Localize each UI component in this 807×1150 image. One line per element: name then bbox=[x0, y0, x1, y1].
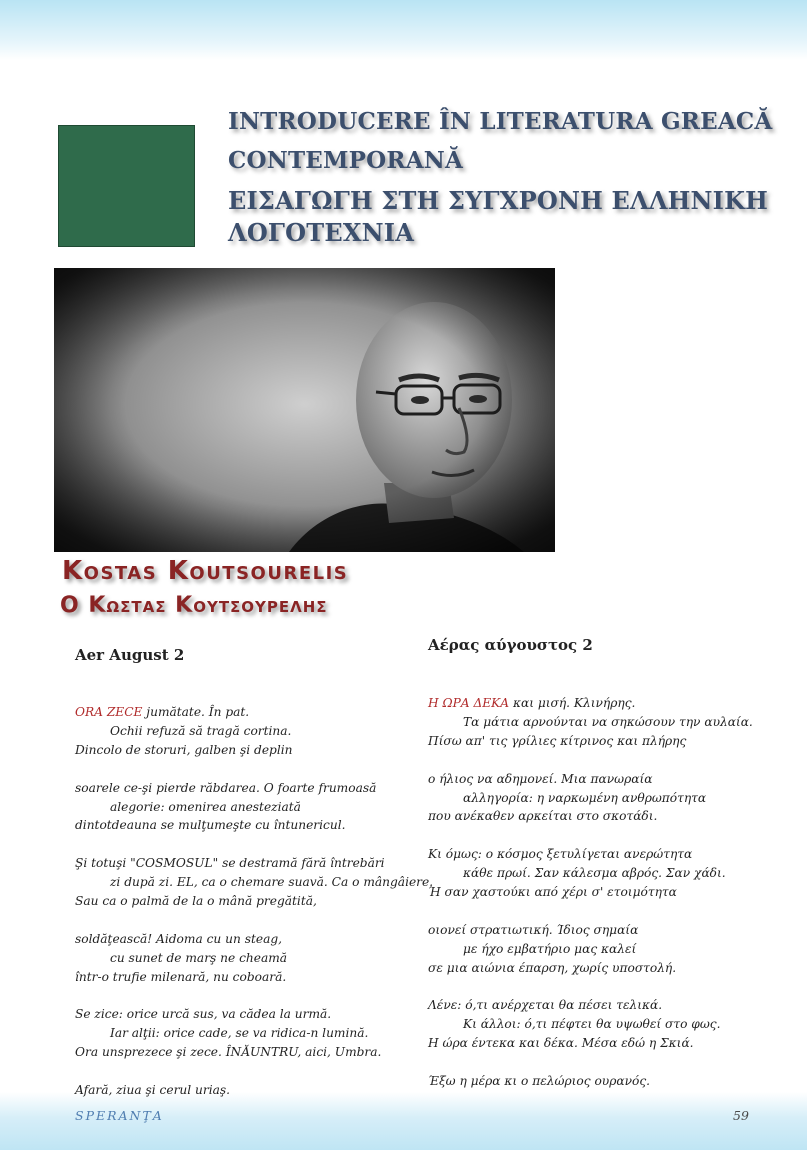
stanza-break bbox=[428, 1053, 768, 1072]
poem-first-words: Η ΩΡΑ ΔΕΚΑ bbox=[428, 696, 510, 710]
poem-line: Ή σαν χαστούκι από χέρι σ' ετοιμότητα bbox=[428, 885, 677, 900]
poem-line: Dincolo de storuri, galben şi deplin bbox=[75, 742, 293, 757]
poem-line: soldăţească! Aidoma cu un steag, bbox=[75, 931, 283, 946]
poem-line: που ανέκαθεν αρκείται στο σκοτάδι. bbox=[428, 809, 658, 824]
poem-line-text: jumătate. În pat. bbox=[142, 705, 250, 719]
poem-line: Afară, ziua şi cerul uriaş. bbox=[75, 1083, 230, 1098]
author-name-romanian: Kostas Koutsourelis bbox=[62, 556, 349, 586]
top-gradient-band bbox=[0, 0, 807, 60]
stanza-break bbox=[75, 987, 415, 1006]
poem-title-greek: Αέρας αύγουστος 2 bbox=[428, 636, 593, 654]
author-name-greek: Ο Κωστας Κουτσουρελης bbox=[60, 593, 328, 618]
stanza-break bbox=[428, 902, 768, 921]
poem-first-words: ORA ZECE bbox=[75, 705, 143, 719]
stanza-break bbox=[75, 835, 415, 854]
poem-line: cu sunet de marş ne cheamă bbox=[110, 950, 288, 965]
poem-line: alegorie: omenirea anesteziată bbox=[110, 799, 301, 814]
poem-line: Şi totuşi "COSMOSUL" se destramă fără întrebări bbox=[75, 856, 385, 871]
poem-line: Έξω η μέρα κι ο πελώριος ουρανός. bbox=[428, 1074, 651, 1089]
poem-line-text: και μισή. Κλινήρης. bbox=[509, 696, 636, 710]
poem-line: Ochii refuză să tragă cortina. bbox=[110, 723, 292, 738]
poem-line: Iar alţii: orice cade, se va ridica-n lumină. bbox=[110, 1026, 369, 1041]
stanza-break bbox=[428, 978, 768, 997]
stanza-break bbox=[75, 760, 415, 779]
poem-line bbox=[75, 703, 415, 722]
poem-line: Ora unsprezece şi zece. ÎNĂUNTRU, aici, Umbra. bbox=[75, 1045, 382, 1060]
title-greek-line2: ΛΟΓΟΤΕΧΝΙΑ bbox=[228, 218, 415, 247]
poem-line: Η ώρα έντεκα και δέκα. Μέσα εδώ η Σκιά. bbox=[428, 1036, 694, 1051]
author-portrait-photo bbox=[54, 268, 555, 552]
stanza-break bbox=[428, 826, 768, 845]
poem-line: Τα μάτια αρνούνται να σηκώσουν την αυλαία. bbox=[463, 714, 753, 729]
poem-line: Se zice: orice urcă sus, va cădea la urmă. bbox=[75, 1007, 332, 1022]
poem-line: într-o trufie milenară, nu coboară. bbox=[75, 969, 287, 984]
poem-body-greek bbox=[428, 694, 768, 1091]
stanza-break bbox=[75, 1062, 415, 1081]
stanza-break bbox=[428, 751, 768, 770]
footer-page-number: 59 bbox=[733, 1108, 749, 1123]
poem-line: Κι όμως: ο κόσμος ξετυλίγεται ανερώτητα bbox=[428, 847, 693, 862]
poem-line: dintotdeauna se mulţumeşte cu întunericul. bbox=[75, 818, 346, 833]
poem-line: Πίσω απ' τις γρίλιες κίτρινος και πλήρης bbox=[428, 733, 687, 748]
poem-line: soarele ce-şi pierde răbdarea. O foarte frumoasă bbox=[75, 780, 377, 795]
poem-line: Λένε: ό,τι ανέρχεται θα πέσει τελικά. bbox=[428, 998, 663, 1013]
title-romanian-line1: INTRODUCERE ÎN LITERATURA GREACĂ bbox=[228, 108, 773, 135]
poem-line: zi după zi. EL, ca o chemare suavă. Ca o mângâiere. bbox=[110, 875, 434, 890]
stanza-break bbox=[75, 911, 415, 930]
title-romanian-line2: CONTEMPORANĂ bbox=[228, 147, 464, 174]
poem-line: κάθε πρωί. Σαν κάλεσμα αβρός. Σαν χάδι. bbox=[463, 866, 726, 881]
decorative-green-square bbox=[58, 125, 195, 247]
poem-line: με ήχο εμβατήριο μας καλεί bbox=[463, 941, 637, 956]
poem-line: Κι άλλοι: ό,τι πέφτει θα υψωθεί στο φως. bbox=[463, 1017, 721, 1032]
portrait-illustration bbox=[54, 268, 555, 552]
poem-line: Sau ca o palmă de la o mână pregătită, bbox=[75, 894, 317, 909]
footer-magazine-name: SPERANŢA bbox=[75, 1108, 164, 1123]
poem-title-romanian: Aer August 2 bbox=[75, 646, 185, 664]
poem-line: σε μια αιώνια έπαρση, χωρίς υποστολή. bbox=[428, 960, 677, 975]
poem-line: οιονεί στρατιωτική. Ίδιος σημαία bbox=[428, 922, 639, 937]
poem-line: αλληγορία: η ναρκωμένη ανθρωπότητα bbox=[463, 790, 707, 805]
title-greek-line1: ΕΙΣΑΓΩΓΗ ΣΤΗ ΣΥΓΧΡΟΝΗ ΕΛΛΗΝΙΚΗ bbox=[228, 186, 769, 215]
poem-line bbox=[428, 694, 768, 713]
poem-line: ο ήλιος να αδημονεί. Μια πανωραία bbox=[428, 771, 653, 786]
poem-body-romanian bbox=[75, 703, 434, 1100]
